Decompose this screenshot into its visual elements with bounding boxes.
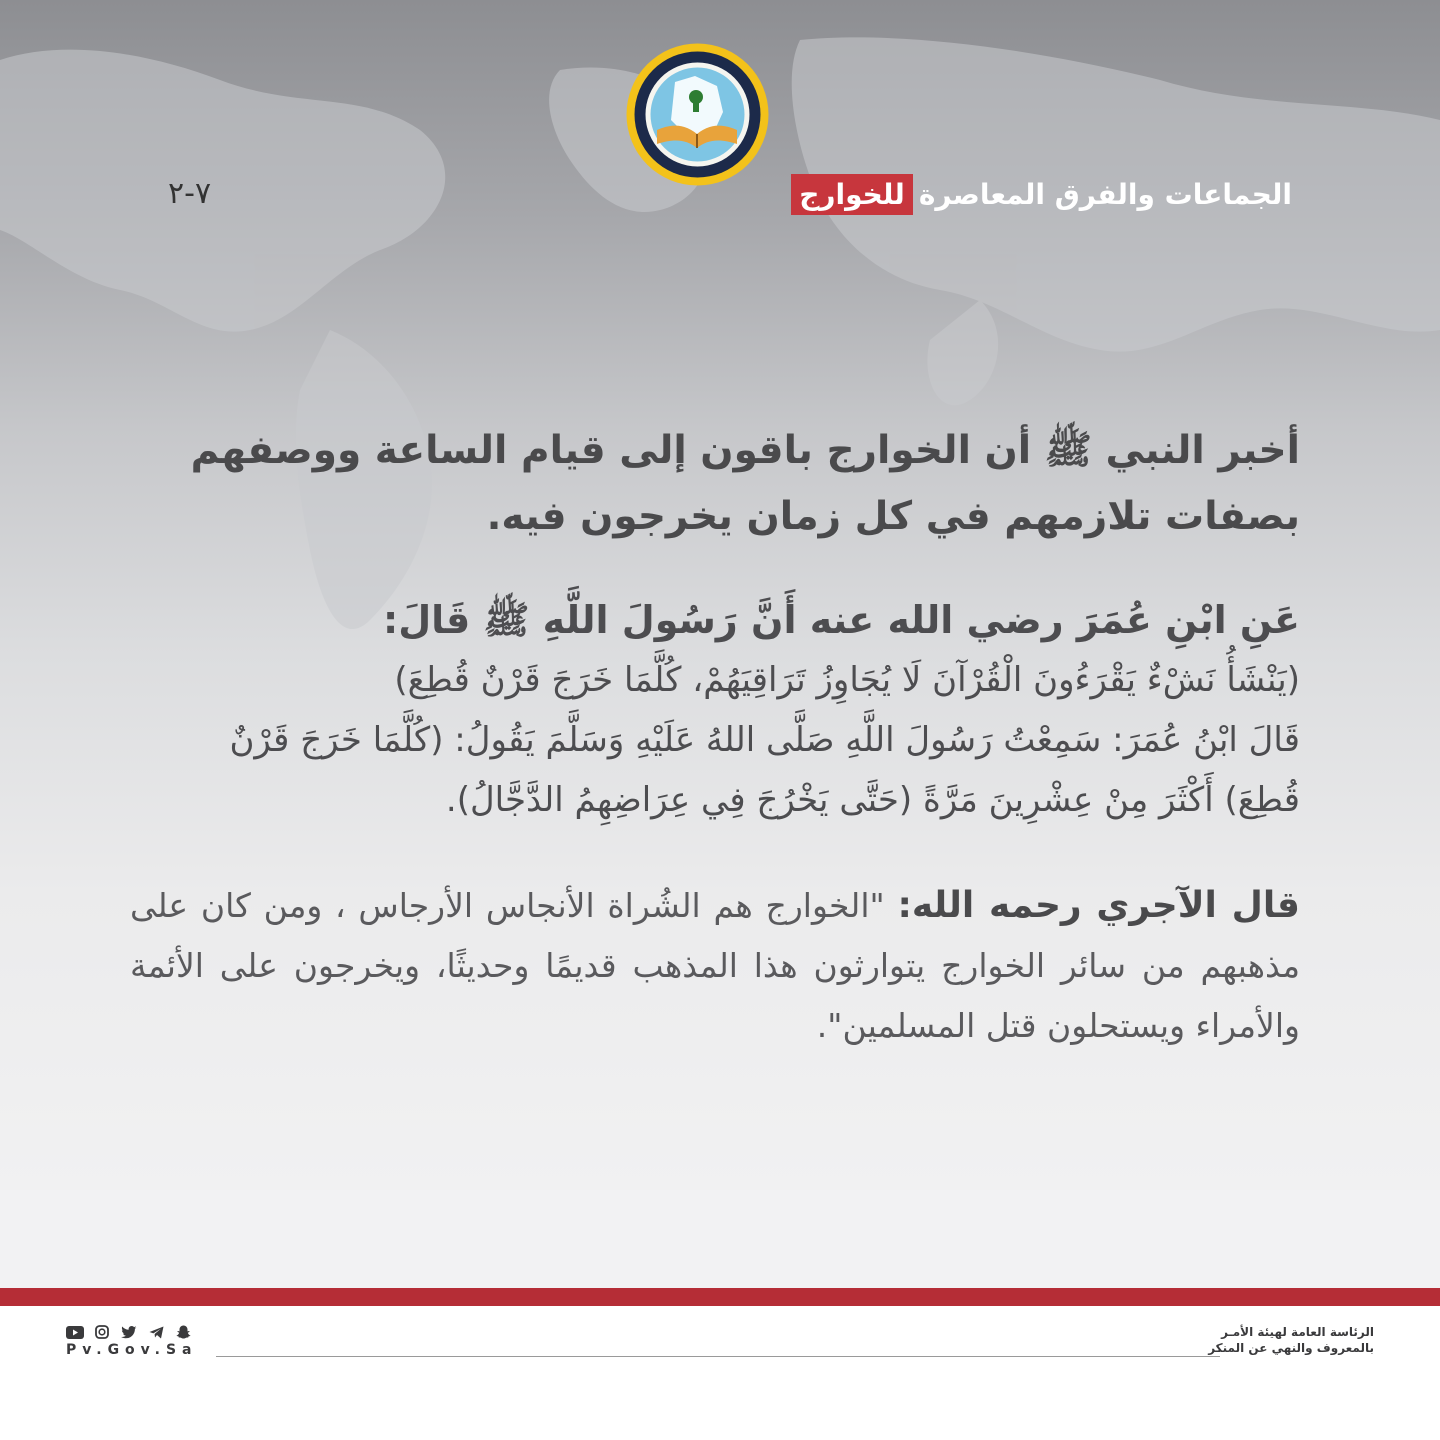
footer-org-name <box>1208 1324 1374 1356</box>
ajurri-quote <box>130 876 1300 1056</box>
lower-panel <box>0 1190 1440 1290</box>
org-line-2: بالمعروف والنهي عن المنكر <box>1208 1341 1374 1355</box>
quote-lead: قال الآجري رحمه الله: <box>897 885 1300 926</box>
hadith-line-1: (يَنْشَأُ نَشْءٌ يَقْرَءُونَ الْقُرْآنَ لَا يُجَاوِزُ تَرَاقِيَهُمْ، كُلَّمَا خَرَجَ قَرْنٌ قُطِعَ) <box>394 660 1300 700</box>
header-title <box>791 168 1292 220</box>
hadith-intro: عَنِ ابْنِ عُمَرَ رضي الله عنه أَنَّ رَسُولَ اللَّهِ ﷺ قَالَ: <box>383 598 1300 642</box>
org-line-1: الرئاسة العامة لهيئة الأمـر <box>1221 1325 1374 1339</box>
hadith-block <box>150 590 1300 830</box>
footer-divider <box>216 1356 1220 1357</box>
page-number: ٧-٢ <box>168 176 212 211</box>
quote-text: "الخوارج هم الشُراة الأنجاس الأرجاس ، ومن كان على مذهبهم من سائر الخوارج يتوارثون هذا المذهب قديمًا وحديثًا، ويخرجون على الأئمة والأمراء ويستحلون قتل المسلمين". <box>130 886 1300 1045</box>
twitter-icon[interactable] <box>120 1324 138 1340</box>
snapchat-icon[interactable] <box>174 1324 192 1340</box>
emblem-logo <box>625 42 770 187</box>
lead-statement: أخبر النبي ﷺ أن الخوارج باقون إلى قيام الساعة ووصفهم بصفات تلازمهم في كل زمان يخرجون فيه. <box>190 428 1300 539</box>
instagram-icon[interactable] <box>93 1324 111 1340</box>
youtube-icon[interactable] <box>66 1324 84 1340</box>
accent-stripe <box>0 1288 1440 1306</box>
header-title-tag: للخوارج <box>791 174 913 215</box>
telegram-icon[interactable] <box>147 1324 165 1340</box>
website-link[interactable]: Pv.Gov.Sa <box>66 1342 198 1358</box>
hadith-line-2: قَالَ ابْنُ عُمَرَ: سَمِعْتُ رَسُولَ اللَّهِ صَلَّى اللهُ عَلَيْهِ وَسَلَّمَ يَقُولُ: (كُلَّمَا خَرَجَ قَرْنٌ قُطِعَ) أَكْثَرَ مِنْ عِشْرِينَ مَرَّةً (حَتَّى يَخْرُجَ فِي عِرَاضِهِمُ الدَّجَّالُ). <box>229 720 1300 820</box>
social-icons <box>66 1324 192 1340</box>
header-title-main: الجماعات والفرق المعاصرة <box>918 177 1292 211</box>
